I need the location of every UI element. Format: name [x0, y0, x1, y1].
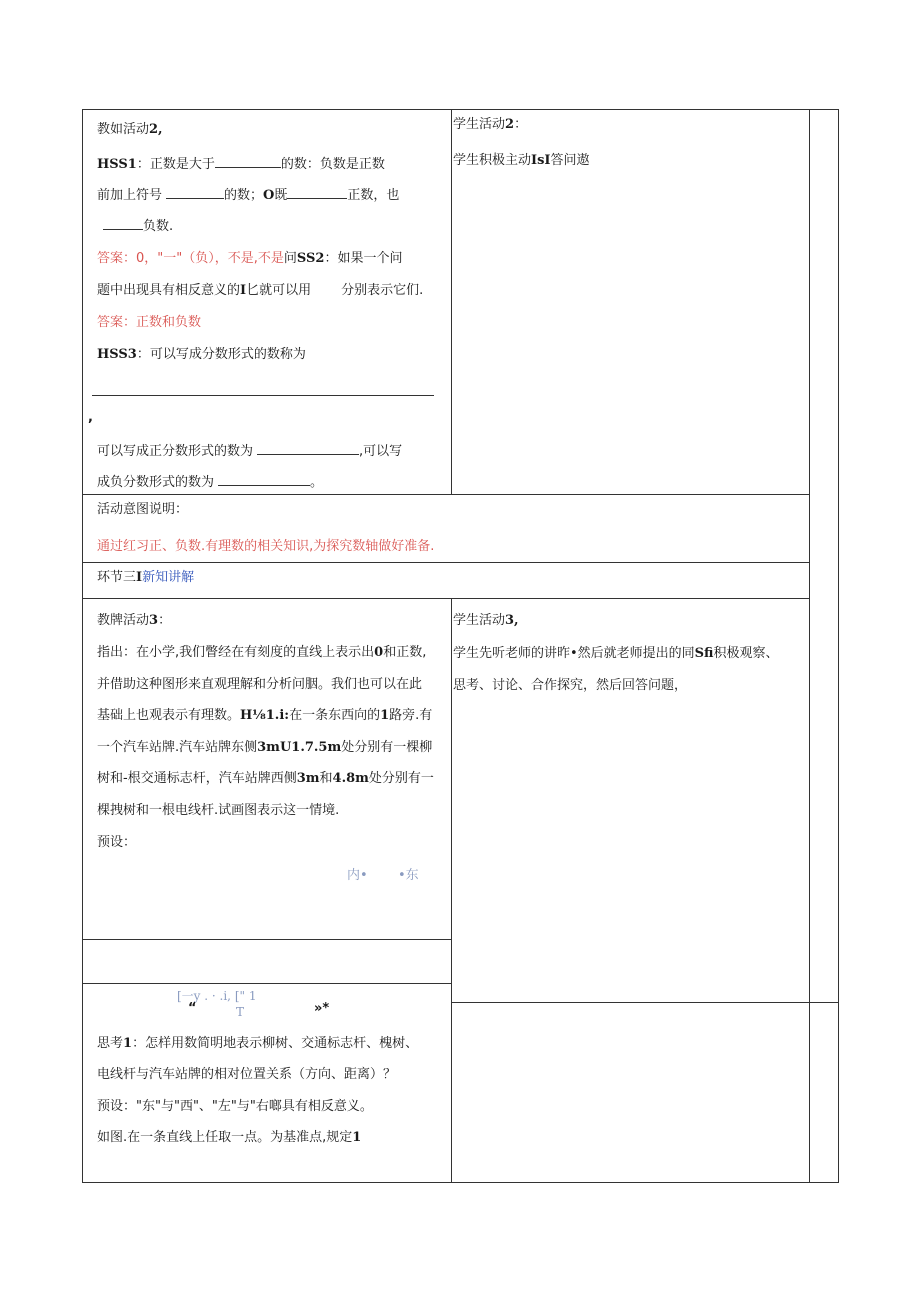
teacher-activity-3-line-5: 树和-根交通标志杆，汽车站牌西侧3m和4.8m处分别有一 — [97, 771, 434, 786]
question-3-answer-blank — [92, 395, 434, 396]
row-divider-intent — [82, 494, 809, 495]
narrow-column-divider — [809, 109, 810, 1183]
teacher-activity-2-title: 教如活动2, — [97, 122, 163, 137]
question-3-comma: , — [88, 410, 93, 425]
blank-1 — [215, 155, 281, 168]
think-1-line-4: 如图.在一条直线上任取一点。为基准点,规定1 — [97, 1130, 362, 1145]
figure-quote-open: “ — [188, 1001, 197, 1016]
blank-5 — [257, 442, 359, 455]
blank-2 — [166, 186, 224, 199]
question-3-line-2: 可以写成正分数形式的数为 ,可以写 — [97, 444, 403, 459]
row-divider-activity3 — [82, 598, 809, 599]
teacher-activity-3-line-1: 指出：在小学,我们瞥经在有刻度的直线上表示出0和正数, — [97, 645, 427, 660]
figure-line-2 — [82, 983, 451, 984]
teacher-activity-3-title: 教牌活动3： — [97, 613, 172, 628]
question-3-line-1: HSS3：可以写成分数形式的数称为 — [97, 347, 306, 362]
blank-3 — [287, 186, 347, 199]
table-top-border — [82, 109, 839, 110]
figure-axis-fragment: [一y . · .i, [" 1 — [177, 989, 257, 1003]
teacher-activity-3-line-6: 棵拽树和一根电线杆.试画图表示这一情境. — [97, 803, 340, 818]
table-left-border — [82, 109, 83, 1183]
think-1-line-1: 思考1：怎样用数简明地表示柳树、交通标志杆、槐树、 — [97, 1036, 419, 1051]
blank-6 — [218, 473, 310, 486]
preset-label: 预设： — [97, 835, 137, 850]
figure-quote-close: »* — [314, 1001, 330, 1016]
answer-1: 答案：0，"一"（负），不是,不是 — [97, 251, 284, 266]
student-activity-3-title: 学生活动3, — [453, 613, 519, 628]
student-activity-3-line-2: 思考、讨论、合作探究，然后回答问题， — [453, 678, 688, 693]
row-divider-think — [451, 1002, 839, 1003]
teacher-activity-3-line-4: 一个汽车站牌.汽车站牌东侧3mU1.7.5m处分别有一棵柳 — [97, 740, 433, 755]
answer-2: 答案：正数和负数 — [97, 315, 202, 330]
think-1-line-2: 电线杆与汽车站牌的相对位置关系（方向、距离）？ — [97, 1067, 397, 1082]
student-activity-2-text: 学生积极主动IsI答问遨 — [453, 153, 590, 168]
figure-axis-label-T: T — [236, 1005, 245, 1019]
think-1-line-3: 预设："东"与"西"、"左"与"右啷具有相反意义。 — [97, 1099, 373, 1114]
question-1-line-2: 前加上符号 的数；O既 正数，也 — [97, 188, 400, 203]
figure-line-1 — [82, 939, 451, 940]
activity-intent-text: 通过红习正、负数.有理数的相关知识,为探究数轴做好准备. — [97, 539, 435, 554]
teacher-activity-3-line-3: 基础上也观表示有理数。H⅛1.i:在一条东西向的1路旁.有 — [97, 708, 433, 723]
answer-1-and-question-2: 答案：0，"一"（负），不是,不是问SS2：如果一个问 — [97, 251, 403, 266]
column-divider-top — [451, 109, 452, 495]
column-divider-think — [451, 1002, 452, 1183]
question-1-line-1: HSS1：正数是大于 的数：负数是正数 — [97, 157, 385, 172]
activity-intent-label: 活动意图说明： — [97, 502, 189, 517]
blank-4 — [103, 217, 143, 230]
section-3-heading: 环节三I新知讲解 — [97, 570, 195, 585]
teacher-activity-3-line-2: 并借助这种图形来直观理解和分析问胭。我们也可以在此 — [97, 677, 423, 692]
student-activity-2-title: 学生活动2： — [453, 117, 528, 132]
column-divider-activity3 — [451, 598, 452, 1003]
table-right-border — [838, 109, 839, 1183]
row-divider-section — [82, 562, 809, 563]
question-1-line-3: 负数. — [103, 217, 173, 236]
student-activity-3-line-1: 学生先听老师的讲昨•然后就老师提出的同Sfi积极观察、 — [453, 646, 779, 661]
question-3-line-3: 成负分数形式的数为 。 — [97, 475, 324, 490]
figure-label-east: •东 — [398, 868, 419, 883]
figure-label-west: 内• — [347, 868, 368, 883]
table-bottom-border — [82, 1182, 839, 1183]
question-2-line-2: 题中出现具有相反意义的I匕就可以用 分别表示它们. — [97, 283, 424, 298]
